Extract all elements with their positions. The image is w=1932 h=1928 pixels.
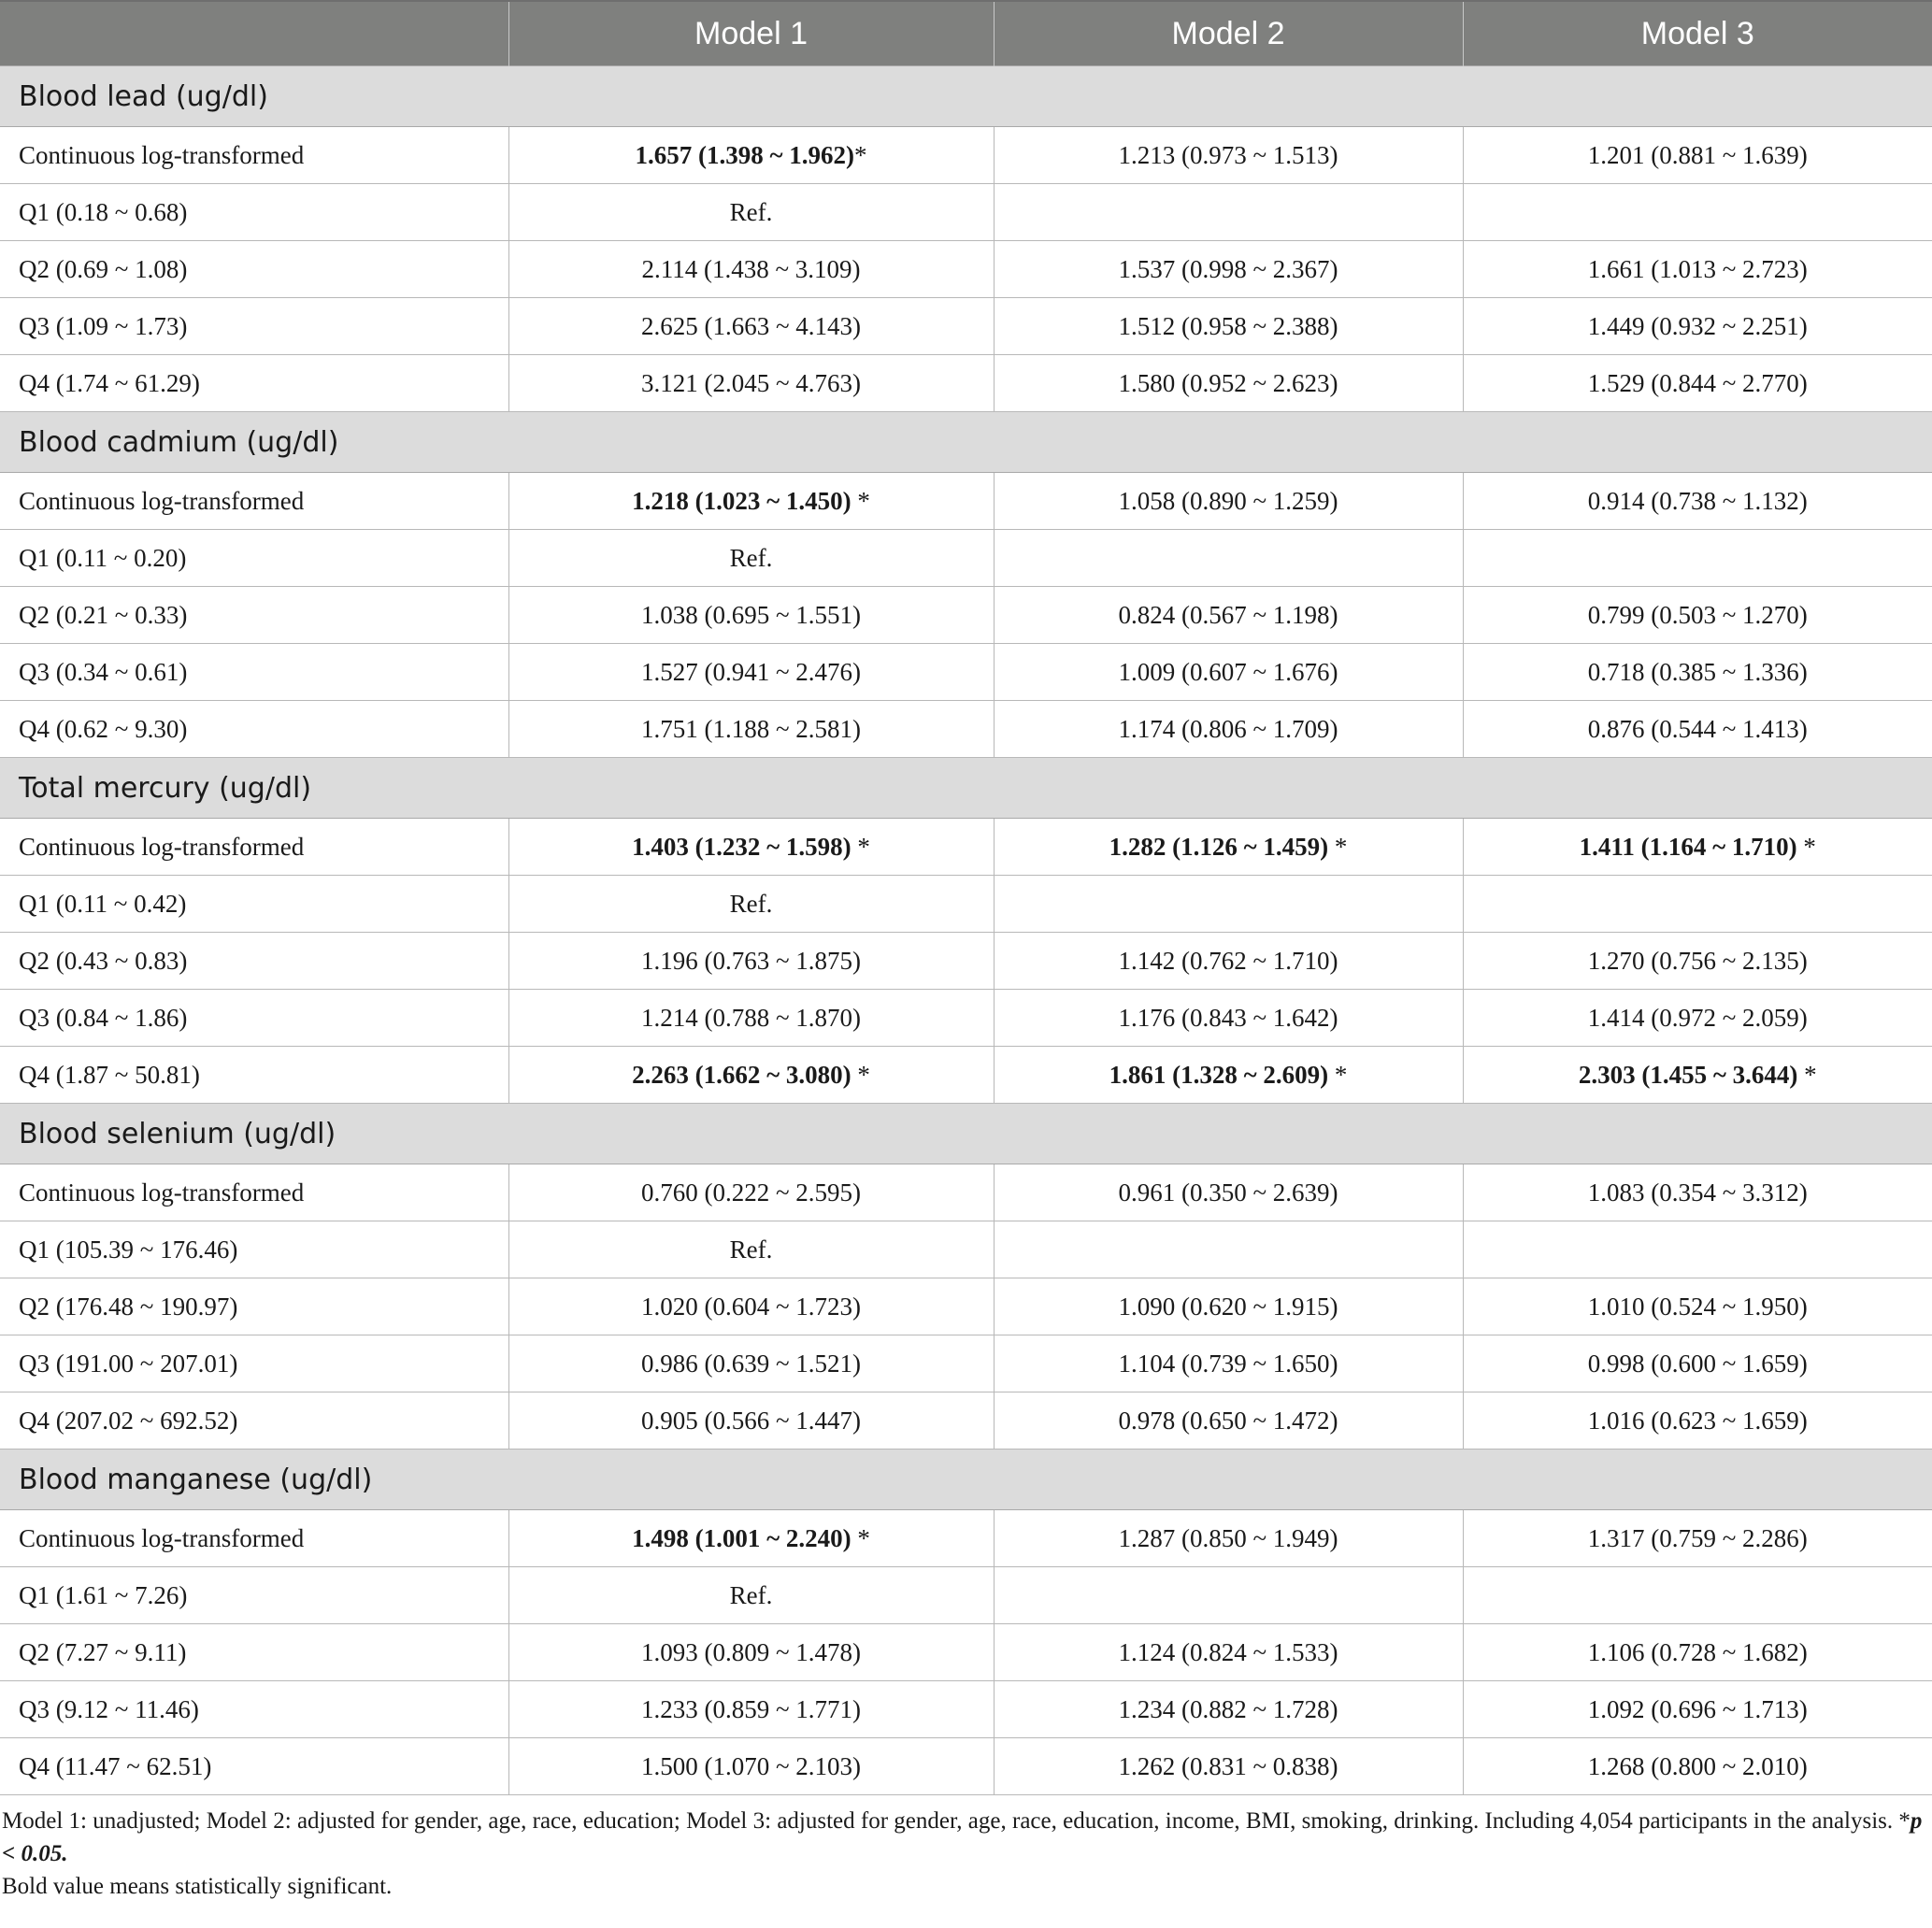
model-2-cell [994,1392,1463,1450]
model-3-cell [1463,1567,1932,1624]
model-1-cell [508,587,994,644]
table-footnote [0,1795,1932,1903]
table-row [0,298,1932,355]
cell-value: 1.090 (0.620 ~ 1.915) [1118,1292,1338,1321]
table-row [0,876,1932,933]
model-3-cell [1463,1335,1932,1392]
cell-value: 1.093 (0.809 ~ 1.478) [640,1637,862,1666]
row-label: Q2 (0.43 ~ 0.83) [0,933,508,990]
footnote-bold-meaning: Bold value means statistically significant. [2,1874,393,1899]
row-label: Q3 (9.12 ~ 11.46) [0,1681,508,1738]
row-label: Q2 (0.69 ~ 1.08) [0,241,508,298]
model-3-cell [1463,1624,1932,1681]
model-1-cell [508,184,994,241]
cell-value: 1.106 (0.728 ~ 1.682) [1587,1637,1808,1666]
model-2-cell [994,1278,1463,1335]
cell-value: 1.214 (0.788 ~ 1.870) [640,1003,862,1032]
table-row [0,241,1932,298]
cell-value: 1.234 (0.882 ~ 1.728) [1118,1694,1338,1723]
cell-value: 1.016 (0.623 ~ 1.659) [1587,1406,1808,1435]
cell-value: 1.529 (0.844 ~ 2.770) [1587,368,1808,397]
model-2-cell [994,933,1463,990]
cell-value: 0.876 (0.544 ~ 1.413) [1587,714,1808,743]
row-label: Q1 (105.39 ~ 176.46) [0,1221,508,1278]
significance-marker: * [1797,1060,1817,1089]
row-label: Q2 (0.21 ~ 0.33) [0,587,508,644]
cell-value: 1.009 (0.607 ~ 1.676) [1118,657,1338,686]
model-3-cell [1463,1221,1932,1278]
model-1-cell [508,241,994,298]
model-2-cell [994,1510,1463,1567]
model-1-cell [508,1335,994,1392]
model-2-cell [994,587,1463,644]
model-3-cell [1463,530,1932,587]
cell-value: 1.287 (0.850 ~ 1.949) [1118,1523,1338,1552]
model-2-cell [994,876,1463,933]
cell-value: 0.824 (0.567 ~ 1.198) [1118,600,1338,629]
cell-value: 3.121 (2.045 ~ 4.763) [640,368,862,397]
model-3-cell [1463,1047,1932,1104]
cell-value: 1.020 (0.604 ~ 1.723) [640,1292,862,1321]
model-3-cell [1463,1738,1932,1795]
table-header [0,1,1932,66]
table-body [0,66,1932,1795]
row-label: Q2 (7.27 ~ 9.11) [0,1624,508,1681]
model-2-cell [994,298,1463,355]
header-empty [0,1,508,66]
cell-value: 1.411 (1.164 ~ 1.710) [1579,832,1797,861]
model-1-cell [508,819,994,876]
footnote-models: Model 1: unadjusted; Model 2: adjusted for gender, age, race, education; Model 3: adjusted for gender, age, race, education, income, BMI, smoking, drinking. Including 4,054 participants in the analysis. * [2,1808,1911,1834]
model-1-cell [508,1278,994,1335]
model-2-cell [994,473,1463,530]
significance-marker: * [1328,1060,1348,1089]
model-1-cell [508,298,994,355]
cell-value: 0.905 (0.566 ~ 1.447) [640,1406,862,1435]
table-row [0,1624,1932,1681]
model-2-cell [994,819,1463,876]
row-label: Q4 (207.02 ~ 692.52) [0,1392,508,1450]
header-row [0,1,1932,66]
row-label: Q1 (0.11 ~ 0.20) [0,530,508,587]
cell-value: 0.961 (0.350 ~ 2.639) [1118,1178,1338,1207]
model-1-cell [508,1567,994,1624]
row-label: Q2 (176.48 ~ 190.97) [0,1278,508,1335]
row-label: Q1 (0.18 ~ 0.68) [0,184,508,241]
cell-value: 1.176 (0.843 ~ 1.642) [1118,1003,1338,1032]
row-label: Q4 (0.62 ~ 9.30) [0,701,508,758]
model-1-cell [508,1624,994,1681]
significance-marker: * [851,1060,870,1089]
cell-value: 1.861 (1.328 ~ 2.609) [1109,1060,1329,1089]
model-3-cell [1463,990,1932,1047]
model-1-cell [508,355,994,412]
model-1-cell [508,1738,994,1795]
model-2-cell [994,355,1463,412]
model-3-cell [1463,587,1932,644]
row-label: Q3 (0.34 ~ 0.61) [0,644,508,701]
table-row [0,819,1932,876]
cell-value: 0.978 (0.650 ~ 1.472) [1118,1406,1338,1435]
cell-value: Ref. [729,1235,773,1264]
row-label: Q4 (11.47 ~ 62.51) [0,1738,508,1795]
cell-value: 1.403 (1.232 ~ 1.598) [632,832,852,861]
cell-value: 1.010 (0.524 ~ 1.950) [1587,1292,1808,1321]
table-row [0,1738,1932,1795]
model-1-cell [508,644,994,701]
table-row [0,473,1932,530]
cell-value: 1.512 (0.958 ~ 2.388) [1118,311,1338,340]
model-3-cell [1463,473,1932,530]
cell-value: 2.263 (1.662 ~ 3.080) [632,1060,852,1089]
model-2-cell [994,127,1463,184]
model-2-cell [994,1567,1463,1624]
model-3-cell [1463,1392,1932,1450]
model-2-cell [994,1047,1463,1104]
model-2-cell [994,241,1463,298]
model-3-cell [1463,1278,1932,1335]
significance-marker: * [851,832,870,861]
model-1-cell [508,1510,994,1567]
model-2-cell [994,184,1463,241]
cell-value: 1.201 (0.881 ~ 1.639) [1587,140,1808,169]
cell-value: 1.104 (0.739 ~ 1.650) [1118,1349,1338,1378]
section-title: Total mercury (ug/dl) [0,758,1932,819]
section-title: Blood lead (ug/dl) [0,66,1932,127]
cell-value: 1.058 (0.890 ~ 1.259) [1118,486,1338,515]
model-2-cell [994,990,1463,1047]
model-1-cell [508,1164,994,1221]
cell-value: 0.998 (0.600 ~ 1.659) [1587,1349,1808,1378]
table-row [0,1567,1932,1624]
model-1-cell [508,1221,994,1278]
cell-value: 1.500 (1.070 ~ 2.103) [640,1751,862,1780]
model-2-cell [994,530,1463,587]
model-3-cell [1463,1164,1932,1221]
cell-value: 1.218 (1.023 ~ 1.450) [632,486,852,515]
row-label: Q3 (1.09 ~ 1.73) [0,298,508,355]
model-1-cell [508,530,994,587]
table-row [0,184,1932,241]
model-3-cell [1463,298,1932,355]
cell-value: 0.986 (0.639 ~ 1.521) [640,1349,862,1378]
cell-value: 1.580 (0.952 ~ 2.623) [1118,368,1338,397]
model-1-cell [508,473,994,530]
model-1-cell [508,990,994,1047]
table-row [0,990,1932,1047]
table-row [0,1278,1932,1335]
cell-value: Ref. [729,1580,773,1609]
cell-value: 0.799 (0.503 ~ 1.270) [1587,600,1808,629]
model-1-cell [508,933,994,990]
section-title: Blood manganese (ug/dl) [0,1450,1932,1510]
table-row [0,1392,1932,1450]
cell-value: 2.625 (1.663 ~ 4.143) [640,311,862,340]
section-title: Blood selenium (ug/dl) [0,1104,1932,1164]
row-label: Q4 (1.74 ~ 61.29) [0,355,508,412]
header-model-3: Model 3 [1463,1,1932,66]
model-3-cell [1463,701,1932,758]
table-row [0,587,1932,644]
cell-value: 1.124 (0.824 ~ 1.533) [1118,1637,1338,1666]
model-1-cell [508,1681,994,1738]
cell-value: 1.038 (0.695 ~ 1.551) [640,600,862,629]
table-row [0,701,1932,758]
significance-marker: * [851,486,870,515]
cell-value: 2.114 (1.438 ~ 3.109) [641,254,861,283]
table-row [0,355,1932,412]
model-1-cell [508,127,994,184]
header-model-1: Model 1 [508,1,994,66]
row-label: Continuous log-transformed [0,1164,508,1221]
significance-marker: * [854,140,867,169]
cell-value: 1.142 (0.762 ~ 1.710) [1118,946,1338,975]
cell-value: 1.174 (0.806 ~ 1.709) [1118,714,1338,743]
cell-value: 1.537 (0.998 ~ 2.367) [1118,254,1338,283]
section-header-row [0,1450,1932,1510]
row-label: Q3 (0.84 ~ 1.86) [0,990,508,1047]
model-3-cell [1463,355,1932,412]
cell-value: 1.414 (0.972 ~ 2.059) [1587,1003,1808,1032]
table-row [0,644,1932,701]
cell-value: 1.317 (0.759 ~ 2.286) [1587,1523,1808,1552]
section-header-row [0,412,1932,473]
cell-value: 1.268 (0.800 ~ 2.010) [1587,1751,1808,1780]
model-3-cell [1463,127,1932,184]
model-3-cell [1463,933,1932,990]
model-3-cell [1463,1510,1932,1567]
table-row [0,530,1932,587]
model-3-cell [1463,184,1932,241]
row-label: Q3 (191.00 ~ 207.01) [0,1335,508,1392]
cell-value: 1.196 (0.763 ~ 1.875) [640,946,862,975]
cell-value: 1.498 (1.001 ~ 2.240) [632,1523,852,1552]
cell-value: 1.527 (0.941 ~ 2.476) [640,657,862,686]
footnote-pvalue: p < 0.05. [2,1808,1923,1866]
model-2-cell [994,701,1463,758]
significance-marker: * [1796,832,1816,861]
row-label: Continuous log-transformed [0,127,508,184]
model-3-cell [1463,819,1932,876]
section-header-row [0,66,1932,127]
row-label: Q1 (0.11 ~ 0.42) [0,876,508,933]
model-1-cell [508,1392,994,1450]
model-2-cell [994,1335,1463,1392]
model-2-cell [994,644,1463,701]
model-3-cell [1463,241,1932,298]
cell-value: 0.914 (0.738 ~ 1.132) [1587,486,1808,515]
section-title: Blood cadmium (ug/dl) [0,412,1932,473]
table-row [0,1221,1932,1278]
row-label: Continuous log-transformed [0,473,508,530]
model-2-cell [994,1738,1463,1795]
model-1-cell [508,701,994,758]
model-2-cell [994,1681,1463,1738]
model-3-cell [1463,876,1932,933]
cell-value: 1.282 (1.126 ~ 1.459) [1109,832,1329,861]
section-header-row [0,758,1932,819]
model-2-cell [994,1624,1463,1681]
table-row [0,1047,1932,1104]
cell-value: 1.092 (0.696 ~ 1.713) [1587,1694,1808,1723]
row-label: Continuous log-transformed [0,819,508,876]
cell-value: Ref. [729,197,773,226]
cell-value: 1.449 (0.932 ~ 2.251) [1587,311,1808,340]
model-2-cell [994,1221,1463,1278]
cell-value: 1.233 (0.859 ~ 1.771) [640,1694,862,1723]
cell-value: 1.657 (1.398 ~ 1.962) [635,140,855,169]
significance-marker: * [851,1523,870,1552]
cell-value: 1.083 (0.354 ~ 3.312) [1587,1178,1808,1207]
model-3-cell [1463,644,1932,701]
model-1-cell [508,1047,994,1104]
table-row [0,1164,1932,1221]
row-label: Q4 (1.87 ~ 50.81) [0,1047,508,1104]
cell-value: 1.262 (0.831 ~ 0.838) [1118,1751,1338,1780]
row-label: Q1 (1.61 ~ 7.26) [0,1567,508,1624]
table-row [0,1681,1932,1738]
significance-marker: * [1328,832,1348,861]
cell-value: 2.303 (1.455 ~ 3.644) [1578,1060,1798,1089]
row-label: Continuous log-transformed [0,1510,508,1567]
table-row [0,1335,1932,1392]
table-row [0,933,1932,990]
model-1-cell [508,876,994,933]
model-3-cell [1463,1681,1932,1738]
cell-value: Ref. [729,543,773,572]
cell-value: 1.751 (1.188 ~ 2.581) [640,714,862,743]
cell-value: 1.213 (0.973 ~ 1.513) [1118,140,1338,169]
table-row [0,1510,1932,1567]
section-header-row [0,1104,1932,1164]
cell-value: 0.760 (0.222 ~ 2.595) [640,1178,862,1207]
cell-value: 1.661 (1.013 ~ 2.723) [1587,254,1808,283]
header-model-2: Model 2 [994,1,1463,66]
cell-value: 0.718 (0.385 ~ 1.336) [1587,657,1808,686]
model-2-cell [994,1164,1463,1221]
cell-value: 1.270 (0.756 ~ 2.135) [1587,946,1808,975]
table-row [0,127,1932,184]
cell-value: Ref. [729,889,773,918]
